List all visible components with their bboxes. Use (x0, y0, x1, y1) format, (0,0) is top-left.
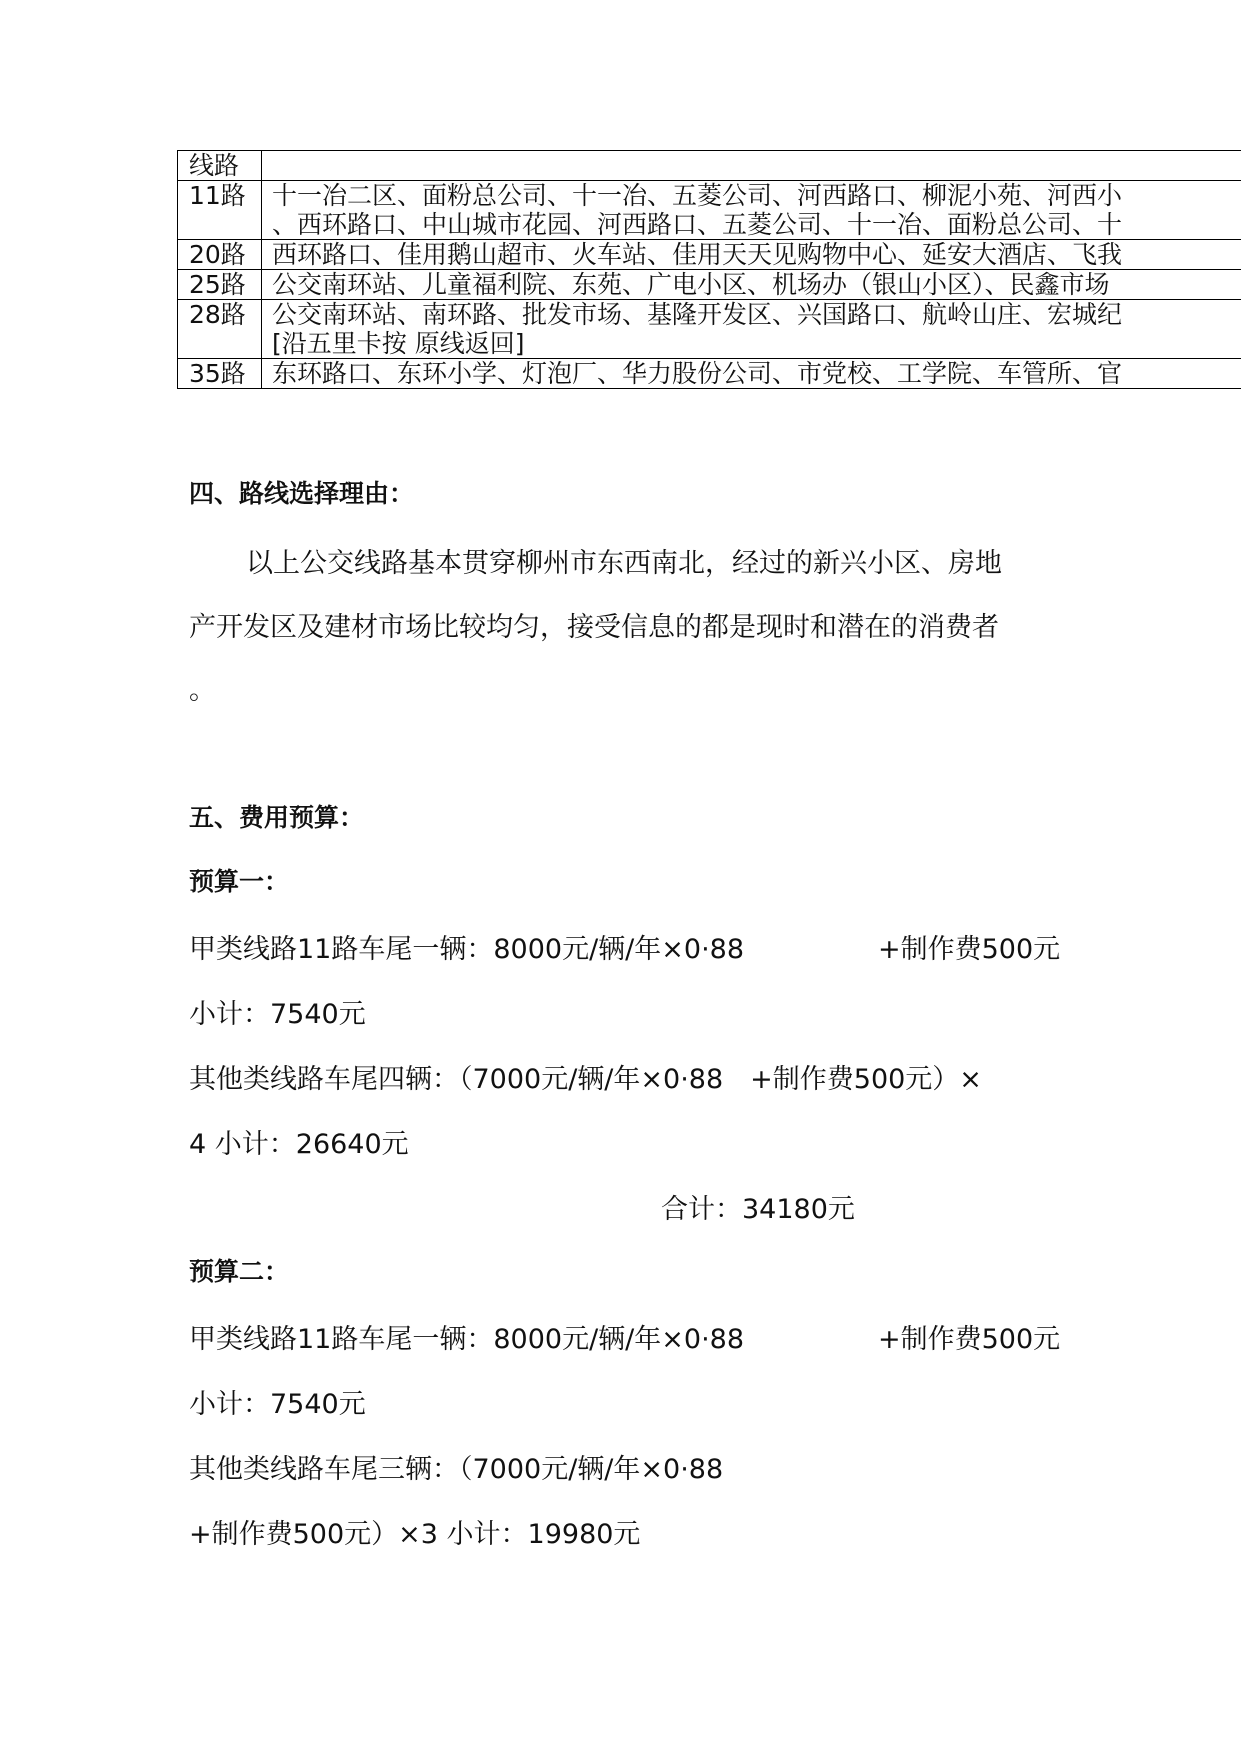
budget2-line1-fee: +制作费500元 (878, 1324, 1061, 1355)
table-header-row (178, 151, 1241, 181)
section-heading-budget: 五、费用预算： (189, 803, 365, 832)
route-stops-cell (262, 300, 1241, 359)
table-row (178, 300, 1241, 359)
route-table (177, 150, 1241, 389)
budget2-subtotal-1: 小计：7540元 (189, 1389, 366, 1420)
route-stops-cell (262, 359, 1241, 389)
reason-paragraph-line-2: 产开发区及建材市场比较均匀，接受信息的都是现时和潜在的消费者 (189, 612, 999, 643)
route-name-cell: 20路 (178, 240, 262, 270)
budget1-subtotal-2: 4 小计：26640元 (189, 1129, 409, 1160)
route-name-cell: 25路 (178, 270, 262, 300)
header-route: 线路 (178, 151, 262, 181)
budget2-line4: +制作费500元）×3 小计：19980元 (189, 1519, 641, 1550)
reason-paragraph-line-3: 。 (189, 675, 216, 706)
budget1-line1-fee: +制作费500元 (878, 934, 1061, 965)
table-row (178, 270, 1241, 300)
table-row (178, 359, 1241, 389)
route-name-cell: 28路 (178, 300, 262, 359)
route-name-cell: 35路 (178, 359, 262, 389)
stops-line: 公交南环站、南环路、批发市场、基隆开发区、兴国路口、航岭山庄、宏城纪 (272, 300, 1123, 329)
stops-line: 西环路口、佳用鹅山超市、火车站、佳用天天见购物中心、延安大酒店、飞我 (272, 240, 1123, 269)
stops-line: 东环路口、东环小学、灯泡厂、华力股份公司、市党校、工学院、车管所、官 (272, 359, 1123, 388)
route-stops-cell (262, 240, 1241, 270)
budget1-subtotal-1: 小计：7540元 (189, 999, 366, 1030)
route-name-cell: 11路 (178, 181, 262, 240)
table-row (178, 181, 1241, 240)
budget2-line1: 甲类线路11路车尾一辆：8000元/辆/年×0·88 (189, 1324, 745, 1355)
route-stops-cell (262, 270, 1241, 300)
reason-paragraph-line-1: 以上公交线路基本贯穿柳州市东西南北，经过的新兴小区、房地 (246, 548, 1002, 579)
route-stops-cell (262, 181, 1241, 240)
budget1-total: 合计：34180元 (661, 1194, 855, 1225)
stops-line: 公交南环站、儿童福利院、东苑、广电小区、机场办（银山小区）、民鑫市场 (272, 270, 1110, 299)
table-row (178, 240, 1241, 270)
budget1-line3: 其他类线路车尾四辆：（7000元/辆/年×0·88 +制作费500元）× (189, 1064, 982, 1095)
stops-line: 十一冶二区、面粉总公司、十一冶、五菱公司、河西路口、柳泥小苑、河西小 (272, 181, 1123, 210)
budget1-title: 预算一： (189, 867, 290, 896)
budget2-line3: 其他类线路车尾三辆：（7000元/辆/年×0·88 (189, 1454, 724, 1485)
header-stops (262, 151, 1241, 181)
budget2-title: 预算二： (189, 1257, 290, 1286)
budget1-line1: 甲类线路11路车尾一辆：8000元/辆/年×0·88 (189, 934, 745, 965)
stops-line: [沿五里卡按 原线返回] (272, 329, 525, 358)
section-heading-route-reason: 四、路线选择理由： (189, 479, 415, 508)
stops-line: 、西环路口、中山城市花园、河西路口、五菱公司、十一冶、面粉总公司、十 (272, 210, 1123, 239)
route-table-body (178, 151, 1241, 389)
